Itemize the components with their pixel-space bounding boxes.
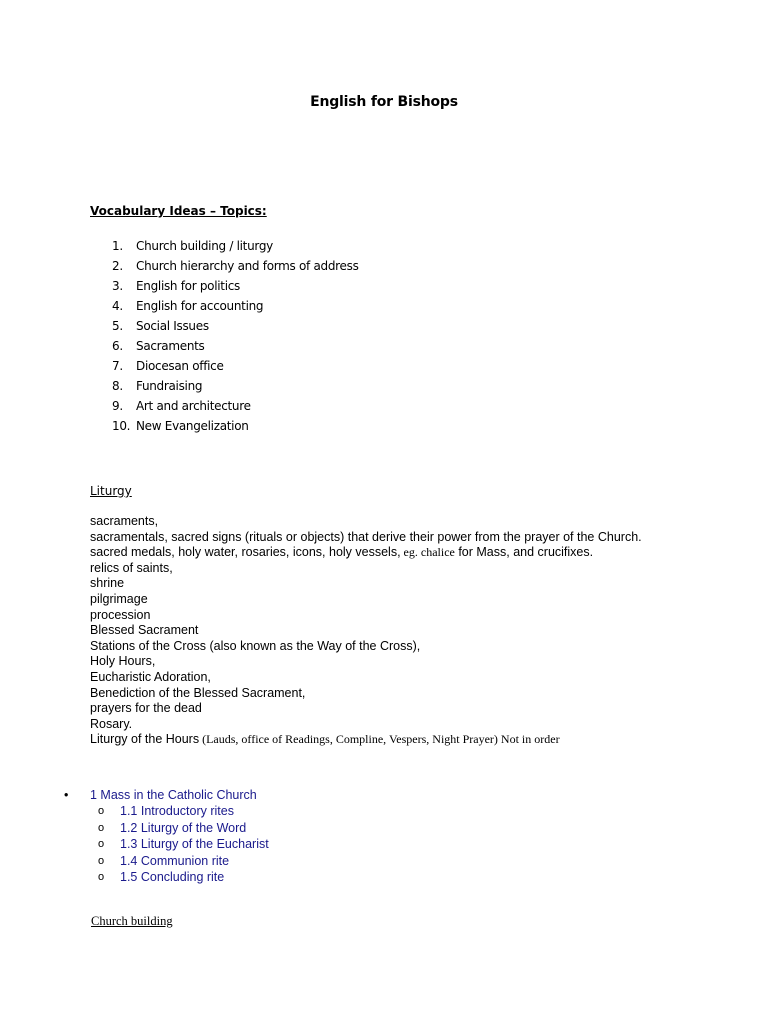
text-line: Blessed Sacrament xyxy=(90,623,199,638)
document-title: English for Bishops xyxy=(310,94,458,110)
item-number: 5. xyxy=(112,319,123,333)
link-mass[interactable]: 1 Mass in the Catholic Church xyxy=(90,788,257,802)
item-number: 3. xyxy=(112,279,123,293)
item-number: 9. xyxy=(112,399,123,413)
item-number: 4. xyxy=(112,299,123,313)
circle-bullet-icon: o xyxy=(98,870,105,883)
item-number: 7. xyxy=(112,359,123,373)
text-segment: sacred medals, holy water, rosaries, icons, holy vessels, xyxy=(90,545,401,560)
item-text: Fundraising xyxy=(136,379,203,393)
item-number: 8. xyxy=(112,379,123,393)
text-line: pilgrimage xyxy=(90,591,148,606)
circle-bullet-icon: o xyxy=(98,854,105,867)
text-line: procession xyxy=(90,607,151,622)
text-line: relics of saints, xyxy=(90,560,173,575)
link-liturgy-of-the-eucharist[interactable]: 1.3 Liturgy of the Eucharist xyxy=(120,837,269,852)
circle-bullet-icon: o xyxy=(98,805,105,818)
text-line: Benediction of the Blessed Sacrament, xyxy=(90,685,306,700)
text-line: prayers for the dead xyxy=(90,701,202,716)
item-text: English for accounting xyxy=(136,299,264,313)
item-text: Social Issues xyxy=(136,319,209,333)
bullet-icon: • xyxy=(64,788,69,802)
text-line: Stations of the Cross (also known as the Way of the Cross), xyxy=(90,638,421,653)
church-building-heading: Church building xyxy=(91,914,173,928)
text-line: Holy Hours, xyxy=(90,654,156,669)
circle-bullet-icon: o xyxy=(98,838,105,851)
text-line: sacraments, xyxy=(90,514,159,528)
link-communion-rite[interactable]: 1.4 Communion rite xyxy=(120,853,230,868)
text-segment: eg. chalice xyxy=(400,545,455,560)
liturgy-heading: Liturgy xyxy=(90,484,132,498)
text-line: shrine xyxy=(90,576,125,591)
text-segment: for Mass, and crucifixes. xyxy=(454,545,594,560)
item-text: New Evangelization xyxy=(136,419,249,433)
vocabulary-heading: Vocabulary Ideas – Topics: xyxy=(90,204,267,218)
link-liturgy-of-the-word[interactable]: 1.2 Liturgy of the Word xyxy=(120,820,247,835)
item-number: 10. xyxy=(112,419,131,433)
item-text: Art and architecture xyxy=(136,399,251,413)
item-number: 2. xyxy=(112,259,123,273)
link-concluding-rite[interactable]: 1.5 Concluding rite xyxy=(120,869,225,884)
item-text: Church building / liturgy xyxy=(136,239,273,253)
item-text: English for politics xyxy=(136,279,240,293)
item-text: Church hierarchy and forms of address xyxy=(136,259,359,273)
item-number: 1. xyxy=(112,239,123,253)
item-number: 6. xyxy=(112,339,123,353)
link-introductory-rites[interactable]: 1.1 Introductory rites xyxy=(120,804,234,819)
text-line xyxy=(90,545,750,561)
text-line: Eucharistic Adoration, xyxy=(90,669,211,684)
text-line xyxy=(90,732,750,748)
text-line: sacramentals, sacred signs (rituals or objects) that derive their power from the prayer of the Church. xyxy=(90,529,642,544)
liturgy-text xyxy=(90,514,750,748)
item-text: Diocesan office xyxy=(136,359,224,373)
circle-bullet-icon: o xyxy=(98,821,105,834)
text-line: Rosary. xyxy=(90,716,133,731)
text-segment: Liturgy of the Hours xyxy=(90,732,200,747)
item-text: Sacraments xyxy=(136,339,205,353)
text-segment: (Lauds, office of Readings, Compline, Vespers, Night Prayer) Not in order xyxy=(199,732,560,747)
